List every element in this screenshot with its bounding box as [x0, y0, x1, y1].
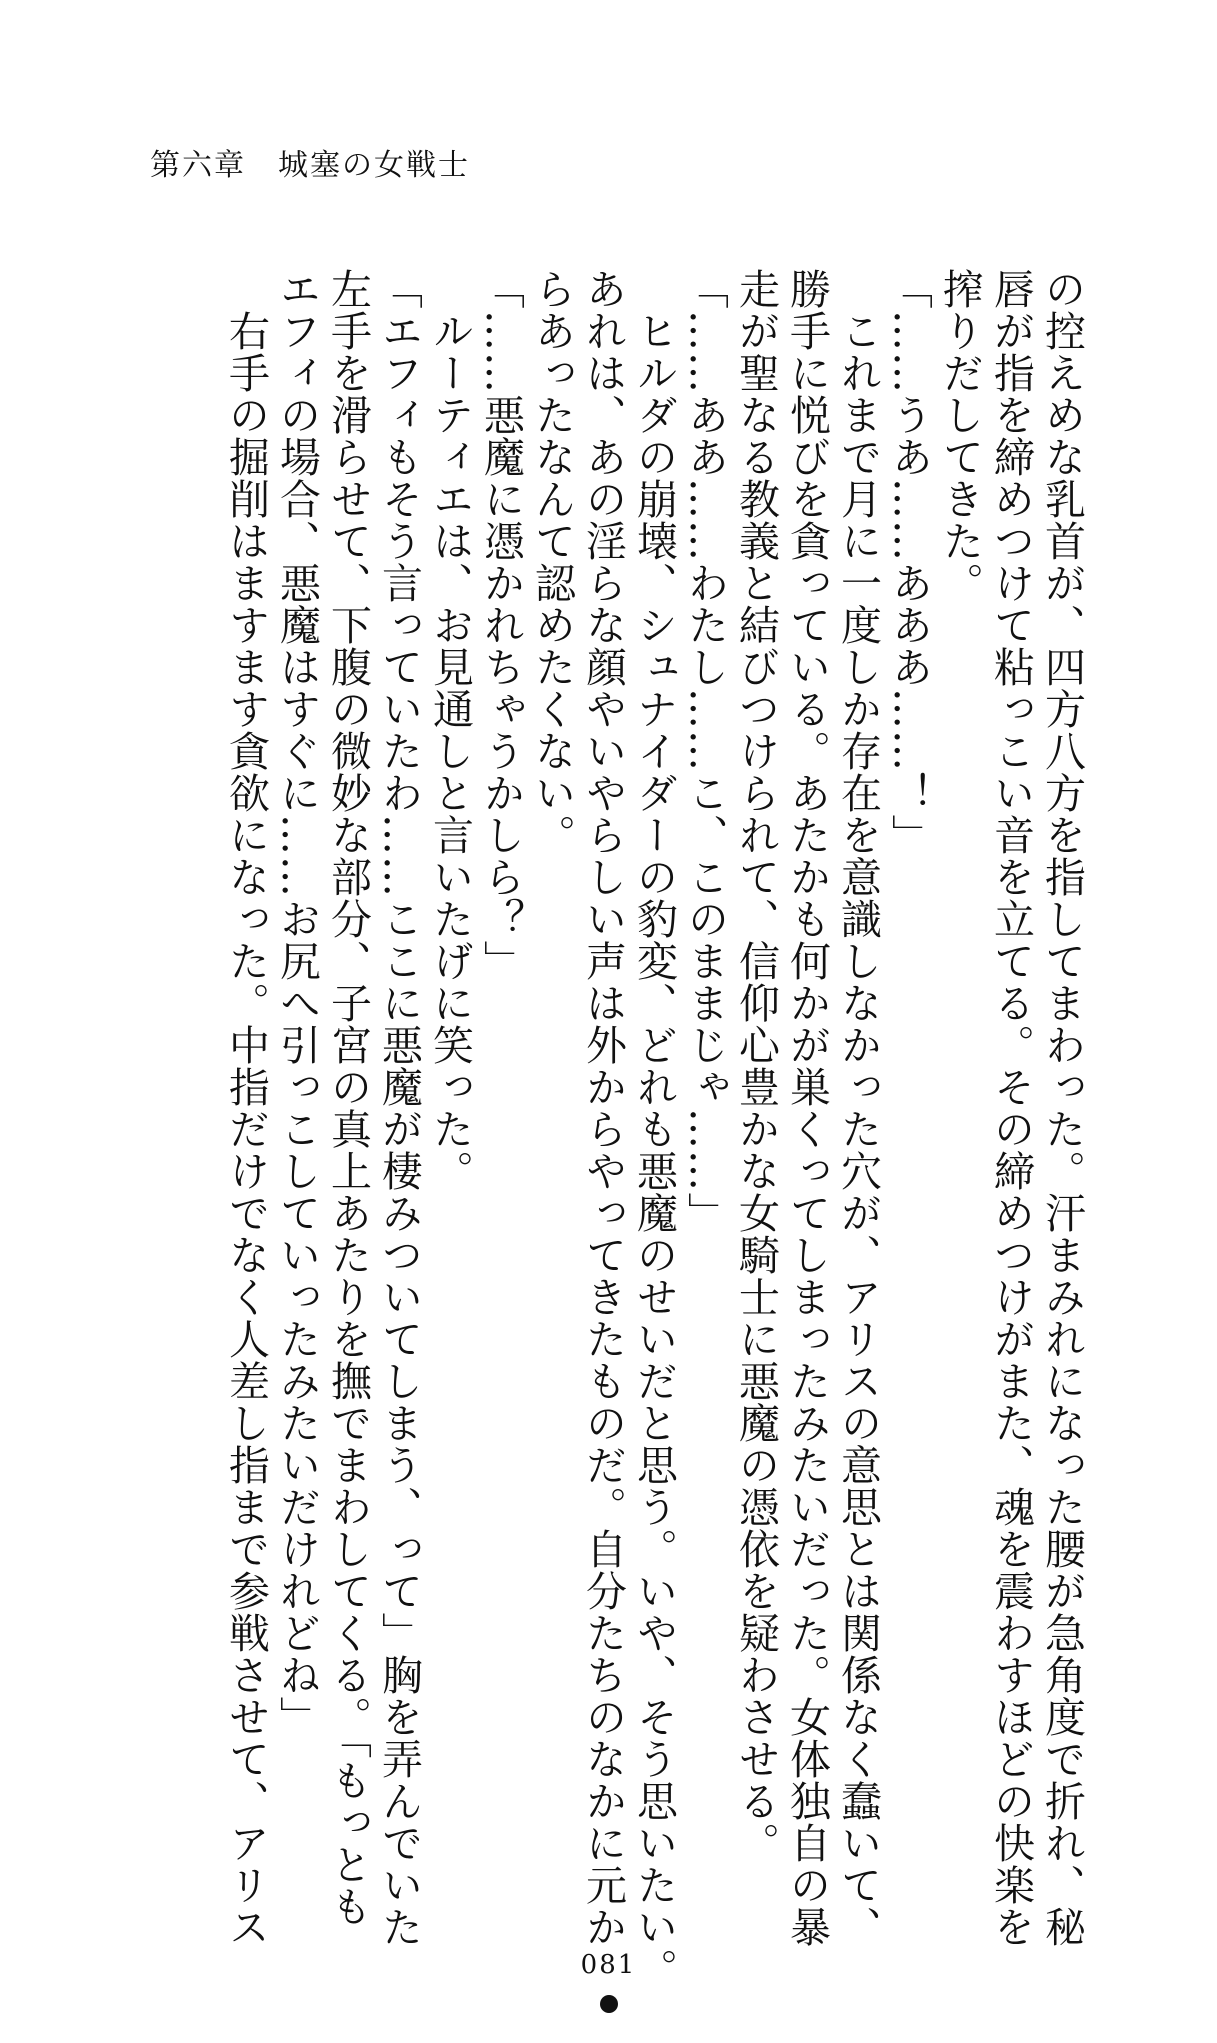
text-line: 「エフィもそう言っていたわ……ここに悪魔が棲みついてしまう、って」胸を弄んでいた: [375, 268, 423, 1948]
text-line: 左手を滑らせて、下腹の微妙な部分、子宮の真上あたりを撫でまわしてくる。「もっとも: [324, 268, 372, 1928]
text-line: の控えめな乳首が、四方八方を指してまわった。汗まみれになった腰が急角度で折れ、秘: [1038, 268, 1086, 1948]
text-line: エフィの場合、悪魔はすぐに……お尻へ引っこしていったみたいだけれどね」: [273, 268, 321, 1738]
text-line: 搾りだしてきた。: [936, 268, 984, 604]
text-line: あれは、あの淫らな顔やいやらしい声は外からやってきたものだ。自分たちのなかに元か: [579, 268, 627, 1948]
text-line: これまで月に一度しか存在を意識しなかった穴が、アリスの意思とは関係なく蠢いて、: [834, 268, 882, 1948]
text-line: 「……悪魔に憑かれちゃうかしら？」: [477, 268, 525, 982]
text-line: 「……うあ……あああ……！」: [885, 268, 933, 856]
chapter-header: 第六章 城塞の女戦士: [150, 148, 470, 183]
text-line: 勝手に悦びを貪っている。あたかも何かが巣くってしまったみたいだった。女体独自の暴: [783, 268, 831, 1948]
text-line: 「……ああ……わたし……こ、このままじゃ……」: [681, 268, 729, 1234]
text-line: 右手の掘削はますます貪欲になった。中指だけでなく人差し指まで参戦させて、アリス: [222, 268, 270, 1948]
page-marker-dot: [600, 1995, 618, 2013]
text-line: 唇が指を締めつけて粘っこい音を立てる。その締めつけがまた、魂を震わすほどの快楽を: [987, 268, 1035, 1948]
text-line: ルーティエは、お見通しと言いたげに笑った。: [426, 268, 474, 1192]
page-number: 081: [580, 1950, 637, 1980]
text-line: 走が聖なる教義と結びつけられて、信仰心豊かな女騎士に悪魔の憑依を疑わさせる。: [732, 268, 780, 1864]
text-line: らあったなんて認めたくない。: [528, 268, 576, 856]
text-line: ヒルダの崩壊、シュナイダーの豹変、どれも悪魔のせいだと思う。いや、そう思いたい。: [630, 268, 678, 1990]
